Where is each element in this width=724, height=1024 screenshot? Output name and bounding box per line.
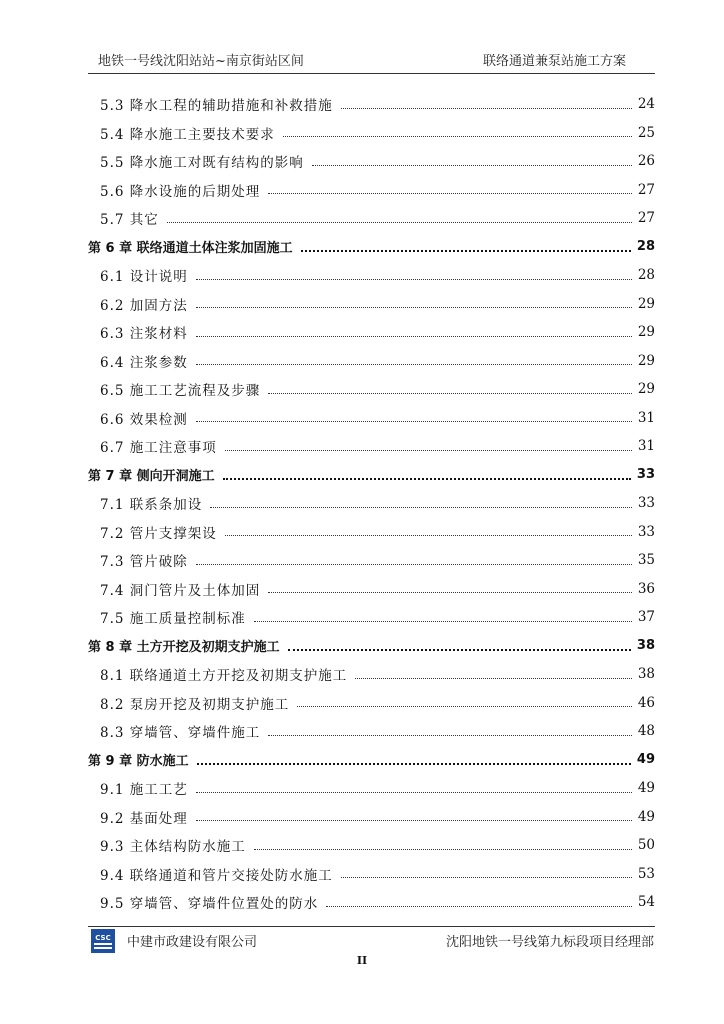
toc-entry-title: 7.4 洞门管片及土体加固 [100,582,261,599]
toc-chapter-entry[interactable] [88,632,655,661]
toc-section-entry[interactable] [88,375,655,404]
toc-section-entry[interactable] [88,575,655,604]
header-divider [88,73,655,74]
toc-entry-title: 8.1 联络通道土方开挖及初期支护施工 [100,668,348,685]
toc-page-number: 33 [637,495,655,512]
toc-entry-title: 5.3 降水工程的辅助措施和补救措施 [100,98,333,115]
toc-entry-title: 7.3 管片破除 [100,554,188,571]
toc-entry-title: 第 7 章 侧向开洞施工 [88,469,215,485]
footer-company: 中建市政建设有限公司 [127,935,258,950]
toc-page-number: 29 [637,381,655,398]
toc-page-number: 50 [637,837,655,854]
toc-section-entry[interactable] [88,603,655,632]
toc-chapter-entry[interactable] [88,461,655,490]
toc-dot-leader [326,906,632,907]
footer-department: 沈阳地铁一号线第九标段项目经理部 [445,935,654,950]
toc-dot-leader [301,250,631,252]
toc-entry-title: 5.5 降水施工对既有结构的影响 [100,155,304,172]
toc-dot-leader [225,535,632,536]
toc-page-number: 26 [637,153,655,170]
toc-dot-leader [196,307,632,308]
toc-page-number: 35 [637,552,655,569]
header-document-title: 联络通道兼泵站施工方案 [482,54,626,69]
toc-section-entry[interactable] [88,660,655,689]
toc-dot-leader [283,136,632,137]
toc-section-entry[interactable] [88,261,655,290]
toc-dot-leader [210,507,632,508]
toc-section-entry[interactable] [88,689,655,718]
toc-page-number: 54 [637,894,655,911]
toc-page-number: 49 [636,752,655,768]
toc-page-number: 31 [637,438,655,455]
toc-page-number: 33 [637,523,655,540]
table-of-contents [88,90,655,917]
toc-entry-title: 6.5 施工工艺流程及步骤 [100,383,261,400]
toc-page-number: 29 [637,324,655,341]
toc-section-entry[interactable] [88,717,655,746]
toc-dot-leader [268,393,632,394]
toc-section-entry[interactable] [88,888,655,917]
company-logo-icon [91,929,115,953]
toc-section-entry[interactable] [88,318,655,347]
toc-dot-leader [196,336,632,337]
toc-page-number: 31 [637,409,655,426]
toc-page-number: 49 [637,808,655,825]
toc-entry-title: 9.3 主体结构防水施工 [100,839,246,856]
toc-dot-leader [341,108,632,109]
page-number: II [356,954,368,967]
toc-entry-title: 7.5 施工质量控制标准 [100,611,246,628]
toc-dot-leader [196,792,632,793]
toc-section-entry[interactable] [88,147,655,176]
toc-page-number: 27 [637,210,655,227]
toc-dot-leader [196,820,632,821]
toc-entry-title: 6.3 注浆材料 [100,326,188,343]
toc-page-number: 37 [637,609,655,626]
toc-entry-title: 6.2 加固方法 [100,297,188,314]
toc-entry-title: 6.1 设计说明 [100,269,188,286]
toc-page-number: 29 [637,352,655,369]
toc-dot-leader [254,621,632,622]
header-project-title: 地铁一号线沈阳站站~南京街站区间 [98,54,304,69]
toc-entry-title: 7.2 管片支撑架设 [100,525,217,542]
toc-page-number: 29 [637,295,655,312]
toc-section-entry[interactable] [88,860,655,889]
toc-page-number: 38 [636,638,655,654]
toc-section-entry[interactable] [88,831,655,860]
toc-dot-leader [196,564,632,565]
toc-entry-title: 5.7 其它 [100,212,159,229]
toc-page-number: 28 [636,239,655,255]
toc-section-entry[interactable] [88,432,655,461]
toc-page-number: 24 [637,96,655,113]
toc-page-number: 25 [637,124,655,141]
toc-entry-title: 第 8 章 土方开挖及初期支护施工 [88,640,280,656]
toc-page-number: 33 [636,467,655,483]
toc-dot-leader [167,222,632,223]
toc-entry-title: 8.2 泵房开挖及初期支护施工 [100,696,290,713]
toc-section-entry[interactable] [88,347,655,376]
toc-dot-leader [341,877,632,878]
toc-dot-leader [196,279,632,280]
logo-text: CSC [95,934,111,942]
toc-dot-leader [312,165,632,166]
toc-dot-leader [196,421,632,422]
toc-dot-leader [297,706,632,707]
toc-section-entry[interactable] [88,404,655,433]
toc-chapter-entry[interactable] [88,746,655,775]
page-header [88,50,636,70]
toc-section-entry[interactable] [88,774,655,803]
toc-entry-title: 9.2 基面处理 [100,810,188,827]
footer-divider [88,926,655,927]
toc-page-number: 28 [637,267,655,284]
toc-entry-title: 6.6 效果检测 [100,411,188,428]
toc-page-number: 38 [637,666,655,683]
toc-page-number: 49 [637,780,655,797]
toc-entry-title: 6.7 施工注意事项 [100,440,217,457]
toc-page-number: 48 [637,723,655,740]
toc-dot-leader [268,193,632,194]
toc-section-entry[interactable] [88,204,655,233]
toc-section-entry[interactable] [88,90,655,119]
toc-dot-leader [223,478,631,480]
toc-page-number: 27 [637,181,655,198]
toc-dot-leader [254,849,632,850]
toc-entry-title: 7.1 联系条加设 [100,497,203,514]
toc-entry-title: 5.4 降水施工主要技术要求 [100,126,275,143]
toc-dot-leader [268,735,632,736]
toc-entry-title: 第 9 章 防水施工 [88,754,189,770]
toc-entry-title: 6.4 注浆参数 [100,354,188,371]
toc-section-entry[interactable] [88,489,655,518]
toc-section-entry[interactable] [88,119,655,148]
toc-dot-leader [196,364,632,365]
toc-entry-title: 8.3 穿墙管、穿墙件施工 [100,725,261,742]
toc-dot-leader [225,450,632,451]
toc-chapter-entry[interactable] [88,233,655,262]
toc-page-number: 36 [637,580,655,597]
toc-entry-title: 第 6 章 联络通道土体注浆加固施工 [88,241,293,257]
toc-section-entry[interactable] [88,176,655,205]
toc-dot-leader [355,678,632,679]
toc-section-entry[interactable] [88,518,655,547]
toc-entry-title: 5.6 降水设施的后期处理 [100,183,261,200]
toc-section-entry[interactable] [88,290,655,319]
toc-page-number: 53 [637,865,655,882]
toc-dot-leader [288,649,631,651]
toc-section-entry[interactable] [88,546,655,575]
toc-dot-leader [197,763,631,765]
toc-page-number: 46 [637,694,655,711]
toc-dot-leader [268,592,632,593]
toc-section-entry[interactable] [88,803,655,832]
toc-entry-title: 9.1 施工工艺 [100,782,188,799]
toc-entry-title: 9.5 穿墙管、穿墙件位置处的防水 [100,896,319,913]
toc-entry-title: 9.4 联络通道和管片交接处防水施工 [100,867,333,884]
